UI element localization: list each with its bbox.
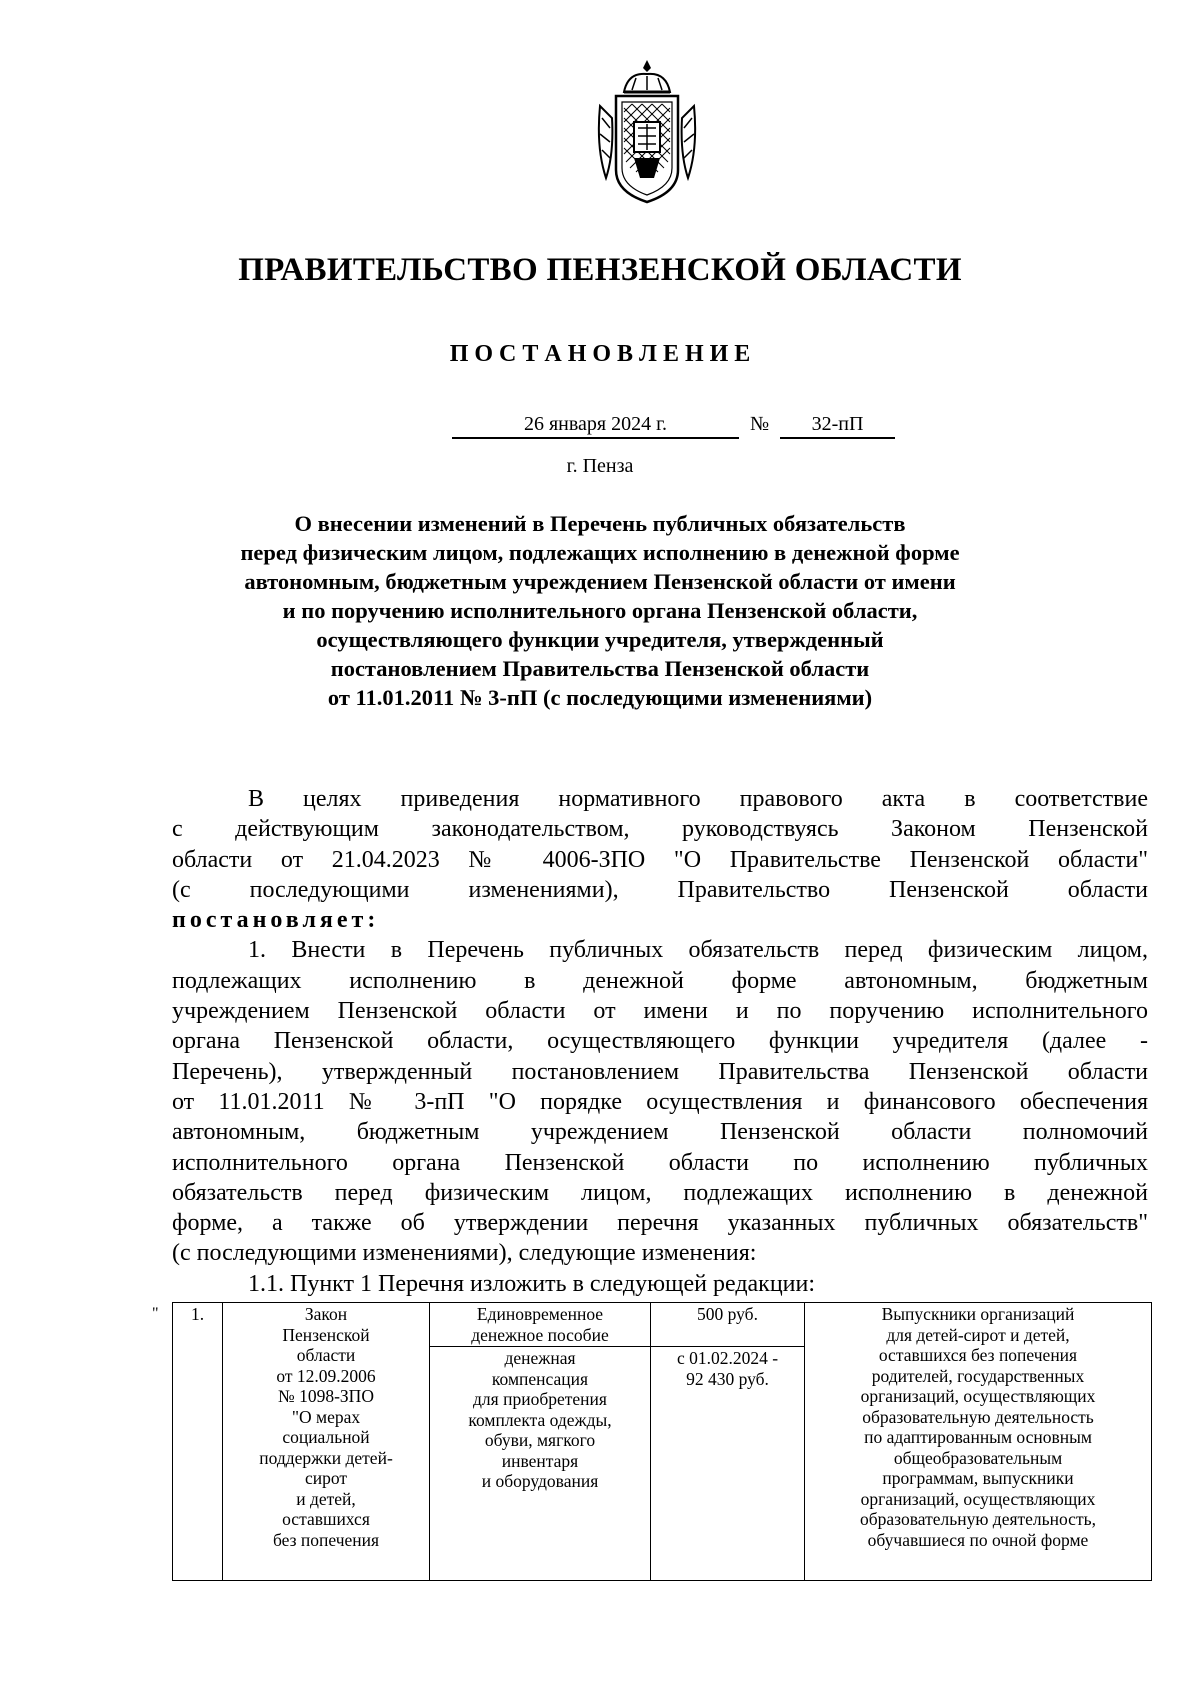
recipients-line: программам, выпускники	[882, 1468, 1074, 1488]
payment-line: обуви, мягкого	[484, 1430, 596, 1450]
open-quote: "	[152, 1305, 159, 1322]
recipients-line: организаций, осуществляющих	[860, 1488, 1096, 1509]
item1-line: исполнительного органа Пензенской области по исполнению публичных	[172, 1149, 1148, 1176]
law-cell	[223, 1303, 430, 1581]
document-number: 32-пП	[780, 411, 895, 439]
law-line: социальной	[282, 1427, 370, 1447]
heading-line: осуществляющего функции учредителя, утвержденный	[316, 627, 884, 652]
document-type: П О С Т А Н О В Л Е Н И Е	[449, 341, 751, 367]
payment-line: Единовременное	[476, 1304, 604, 1324]
payment-line: инвентаря	[501, 1450, 579, 1471]
recipients-line: образовательную деятельность,	[860, 1509, 1096, 1529]
payment-line: для приобретения	[473, 1389, 607, 1409]
preamble-line: с действующим законодательством, руководствуясь Законом Пензенской	[172, 816, 1148, 843]
preamble-line: области от 21.04.2023 № 4006-ЗПО "О Правительстве Пензенской области"	[172, 846, 1148, 873]
payment-line: и оборудования	[481, 1471, 599, 1491]
heading-line: от 11.01.2011 № 3-пП (с последующими изменениями)	[327, 685, 873, 710]
list-item-table	[172, 1302, 1152, 1581]
document-heading	[150, 509, 1050, 712]
law-line: оставшихся	[282, 1509, 370, 1529]
law-line: № 1098-ЗПО	[278, 1386, 374, 1406]
recipients-line: родителей, государственных	[871, 1365, 1085, 1386]
organization-title: ПРАВИТЕЛЬСТВО ПЕНЗЕНСКОЙ ОБЛАСТИ	[238, 252, 962, 288]
recipients-line: для детей-сирот и детей,	[886, 1324, 1070, 1345]
row-number-cell	[173, 1303, 223, 1581]
heading-line: автономным, бюджетным учреждением Пензенской области от имени	[244, 569, 956, 594]
item1-line: органа Пензенской области, осуществляющего функции учредителя (далее -	[172, 1028, 1148, 1055]
heading-line: постановлением Правительства Пензенской области	[330, 656, 870, 681]
item1-line: форме, а также об утверждении перечня указанных публичных обязательств"	[172, 1210, 1148, 1237]
law-line: поддержки детей-	[259, 1447, 393, 1468]
number-sign: №	[750, 413, 770, 435]
item1-1-line: 1.1. Пункт 1 Перечня изложить в следующей редакции:	[248, 1270, 816, 1297]
item1-line: подлежащих исполнению в денежной форме автономным, бюджетным	[172, 967, 1148, 994]
coat-of-arms-icon	[594, 58, 700, 206]
recipients-line: обучавшиеся по очной форме	[867, 1529, 1089, 1550]
heading-line: О внесении изменений в Перечень публичных обязательств	[294, 511, 906, 536]
preamble-line: В целях приведения нормативного правового акта в соответствие	[248, 786, 1148, 812]
item1-line: учреждением Пензенской области от имени и по поручению исполнительного	[172, 998, 1148, 1025]
amount-value: 500 руб.	[697, 1304, 758, 1324]
row-number: 1.	[190, 1304, 205, 1324]
amount-cell	[651, 1303, 805, 1347]
preamble-paragraph	[172, 784, 1148, 1299]
payment-line: денежная	[504, 1348, 576, 1368]
recipients-line: образовательную деятельность	[862, 1406, 1094, 1427]
recipients-line: по адаптированным основным	[864, 1427, 1092, 1447]
document-date: 26 января 2024 г.	[452, 411, 739, 439]
recipients-line: оставшихся без попечения	[878, 1345, 1078, 1365]
amount-cell	[651, 1347, 805, 1581]
date-number-row	[0, 411, 1200, 441]
heading-line: и по поручению исполнительного органа Пензенской области,	[282, 598, 918, 623]
payment-line: компенсация	[491, 1368, 589, 1389]
amount-line: 92 430 руб.	[686, 1368, 769, 1389]
law-line: сирот	[304, 1468, 348, 1488]
law-line: и детей,	[296, 1488, 356, 1509]
payment-line: денежное пособие	[471, 1324, 609, 1345]
law-line: от 12.09.2006	[276, 1365, 376, 1386]
item1-line: 1. Внести в Перечень публичных обязательств перед физическим лицом,	[248, 937, 1148, 964]
item1-line: от 11.01.2011 № 3-пП "О порядке осуществления и финансового обеспечения	[172, 1088, 1148, 1115]
item1-line: обязательств перед физическим лицом, подлежащих исполнению в денежной	[172, 1179, 1148, 1206]
recipients-line: организаций, осуществляющих	[860, 1386, 1096, 1406]
table-row	[173, 1303, 1152, 1347]
payment-type-cell	[430, 1347, 651, 1581]
law-line: Пензенской	[282, 1324, 370, 1345]
law-line: "О мерах	[291, 1406, 361, 1427]
law-line: Закон	[304, 1304, 348, 1324]
heading-line: перед физическим лицом, подлежащих исполнению в денежной форме	[240, 540, 960, 565]
payment-type-cell	[430, 1303, 651, 1347]
law-line: без попечения	[272, 1529, 380, 1550]
item1-line: автономным, бюджетным учреждением Пензенской области полномочий	[172, 1119, 1148, 1146]
payment-line: комплекта одежды,	[468, 1409, 612, 1430]
recipients-line: общеобразовательным	[893, 1447, 1063, 1468]
preamble-line: (с последующими изменениями), Правительство Пензенской области	[172, 876, 1148, 903]
city: г. Пенза	[566, 455, 634, 477]
amount-line: с 01.02.2024 -	[676, 1348, 779, 1368]
recipients-line: Выпускники организаций	[881, 1304, 1075, 1324]
resolves-word: постановляет:	[172, 907, 380, 934]
item1-line: (с последующими изменениями), следующие изменения:	[172, 1240, 757, 1267]
item1-line: Перечень), утвержденный постановлением Правительства Пензенской области	[172, 1058, 1148, 1085]
recipients-cell	[805, 1303, 1152, 1581]
law-line: области	[296, 1345, 356, 1365]
